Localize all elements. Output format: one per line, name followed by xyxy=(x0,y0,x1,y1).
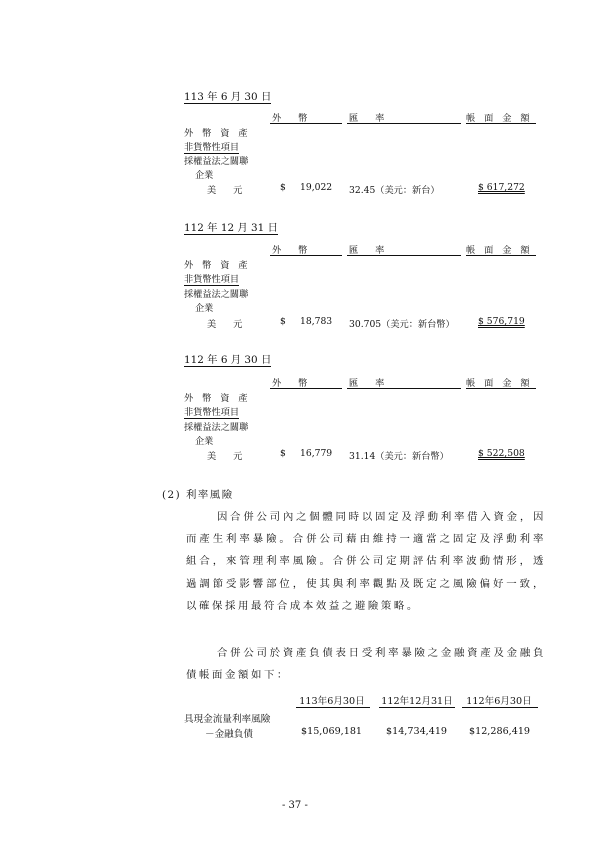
section-title: (2) 利率風險 xyxy=(162,489,234,501)
value-cell: $15,069,181 xyxy=(301,726,363,737)
header-rule xyxy=(462,707,538,708)
header-foreign-currency: 外 幣 xyxy=(272,245,315,256)
header-carrying-amount: 帳 面 金 額 xyxy=(466,113,533,124)
header-foreign-currency: 外 幣 xyxy=(272,378,315,389)
paragraph-text: 因合併公司內之個體同時以固定及浮動利率借入資金，因而產生利率暴險。合併公司藉由維持一適當之固定及浮動利率組合，來管理利率風險。合併公司定期評估利率波動情形，透過調節受影響部位，使其與利率觀點及既定之風險偏好一致，以確保採用最符合成本效益之避險策略。 xyxy=(186,511,546,612)
carrying-amount-value: $ 617,272 xyxy=(478,182,525,193)
assets-label: 外 幣 資 產 xyxy=(184,128,251,139)
header-carrying-amount: 帳 面 金 額 xyxy=(466,378,533,389)
assets-label: 外 幣 資 產 xyxy=(184,260,251,271)
value-cell: $12,286,419 xyxy=(469,726,531,737)
header-rule xyxy=(270,255,342,256)
header-rule xyxy=(296,707,370,708)
header-exchange-rate: 匯 率 xyxy=(349,113,392,124)
interest-exposure-intro xyxy=(186,642,546,686)
header-rule xyxy=(270,123,342,124)
header-rule xyxy=(466,388,536,389)
dollar-sign: $ xyxy=(280,448,286,459)
header-carrying-amount: 帳 面 金 額 xyxy=(466,245,533,256)
value-cell: $14,734,419 xyxy=(386,726,448,737)
currency-label: 美 元 xyxy=(207,185,250,196)
column-header: 113年6月30日 xyxy=(299,696,365,707)
dollar-sign: $ xyxy=(280,182,286,193)
header-rule xyxy=(347,388,461,389)
equity-method-label: 採權益法之關聯 xyxy=(184,156,249,167)
column-header: 112年6月30日 xyxy=(466,696,532,707)
carrying-amount-value: $ 576,719 xyxy=(478,316,525,327)
table-date-label: 112 年 6 月 30 日 xyxy=(184,351,271,367)
paragraph-text: 合併公司於資產負債表日受利率暴險之金融資產及金融負債帳面金額如下： xyxy=(186,647,546,682)
header-exchange-rate: 匯 率 xyxy=(349,245,392,256)
header-rule xyxy=(466,255,536,256)
page-number: - 37 - xyxy=(282,800,308,811)
nonmonetary-label: 非貨幣性項目 xyxy=(184,404,239,419)
equity-method-label-cont: 企業 xyxy=(195,303,214,314)
nonmonetary-label: 非貨幣性項目 xyxy=(184,271,239,286)
currency-label: 美 元 xyxy=(207,451,250,462)
equity-method-label: 採權益法之關聯 xyxy=(184,422,249,433)
header-rule xyxy=(270,388,342,389)
nonmonetary-label: 非貨幣性項目 xyxy=(184,139,239,154)
header-exchange-rate: 匯 率 xyxy=(349,378,392,389)
header-rule xyxy=(466,123,536,124)
header-foreign-currency: 外 幣 xyxy=(272,113,315,124)
column-header: 112年12月31日 xyxy=(381,696,453,707)
equity-method-label-cont: 企業 xyxy=(195,170,214,181)
interest-risk-paragraph xyxy=(186,506,546,617)
header-rule xyxy=(379,707,455,708)
carrying-amount-value: $ 522,508 xyxy=(478,448,525,459)
exchange-rate-value: 32.45（美元：新台） xyxy=(349,185,440,196)
exchange-rate-value: 31.14（美元：新台幣） xyxy=(349,451,449,462)
table-date-label: 112 年 12 月 31 日 xyxy=(184,219,278,235)
row-label-cont: －金融負債 xyxy=(205,729,253,740)
assets-label: 外 幣 資 產 xyxy=(184,393,251,404)
exchange-rate-value: 30.705（美元：新台幣） xyxy=(349,319,455,330)
dollar-sign: $ xyxy=(280,316,286,327)
header-rule xyxy=(347,255,461,256)
equity-method-label: 採權益法之關聯 xyxy=(184,289,249,300)
equity-method-label-cont: 企業 xyxy=(195,436,214,447)
currency-label: 美 元 xyxy=(207,319,250,330)
table-date-label: 113 年 6 月 30 日 xyxy=(184,88,271,104)
foreign-amount: 18,783 xyxy=(300,316,333,327)
foreign-amount: 19,022 xyxy=(300,182,333,193)
row-label: 具現金流量利率風險 xyxy=(184,714,271,725)
header-rule xyxy=(347,123,461,124)
foreign-amount: 16,779 xyxy=(300,448,333,459)
